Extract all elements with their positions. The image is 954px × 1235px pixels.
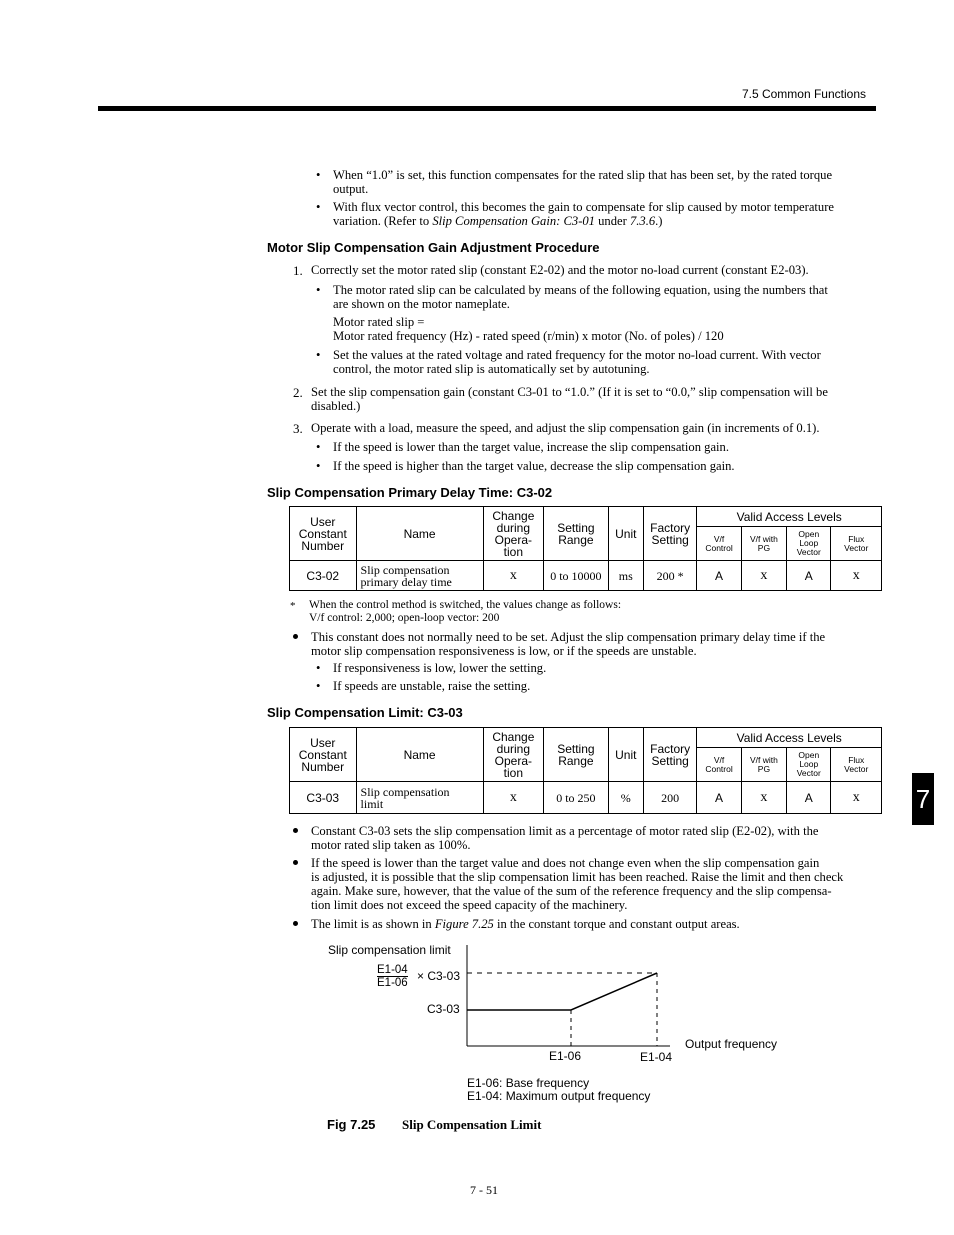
cell-vfpg: x [741, 782, 786, 814]
cell-vf: A [697, 782, 741, 814]
header-vf: V/f Control [697, 527, 741, 561]
page-number: 7 - 51 [470, 1183, 498, 1197]
header-rule [98, 106, 876, 111]
header-flux: Flux Vector [831, 527, 882, 561]
step-1-bullet-1: The motor rated slip can be calculated by means of the following equation, using the numbers that are shown on the motor nameplate. [333, 283, 828, 311]
procedure-heading: Motor Slip Compensation Gain Adjustment Procedure [267, 240, 600, 255]
intro-bullet-2: With flux vector control, this becomes the gain to compensate for slip caused by motor temperature variation. (Refer to Slip Compensation Gain: C3-01 under 7.3.6.) [333, 200, 834, 228]
header-setting-range: Setting Range [544, 728, 609, 782]
cell-range: 0 to 10000 [544, 561, 609, 591]
cell-flux: x [831, 782, 882, 814]
figure-ylabel: Slip compensation limit [328, 943, 451, 957]
footnote: When the control method is switched, the values change as follows: V/f control: 2,000; open-loop vector: 200 [309, 599, 622, 624]
cell-vf: A [697, 561, 741, 591]
cell-flux: x [831, 561, 882, 591]
cell-unit: ms [608, 561, 643, 591]
cell-factory: 200 * [643, 561, 696, 591]
c303-table [289, 727, 882, 814]
c302-sub-2: If speeds are unstable, raise the setting. [333, 679, 531, 693]
cell-name: Slip compensation primary delay time [356, 561, 483, 591]
figure-caption: Slip Compensation Limit [402, 1117, 542, 1132]
figure-plot [460, 945, 670, 1055]
header-flux: Flux Vector [831, 748, 882, 782]
bullet-mark: • [316, 679, 321, 693]
figure-xlabel: Output frequency [685, 1037, 778, 1051]
cell-number: C3-03 [290, 782, 357, 814]
header-name: Name [356, 728, 483, 782]
bullet-mark: • [316, 200, 321, 214]
step-number: 1. [293, 263, 303, 278]
cell-change: x [483, 782, 544, 814]
c302-sub-1: If responsiveness is low, lower the setting. [333, 661, 547, 675]
header-olv: Open Loop Vector [787, 748, 831, 782]
cell-range: 0 to 250 [544, 782, 609, 814]
c303-bullet-2: If the speed is lower than the target value and does not change even when the slip compensation gain is adjusted, it is possible that the slip compensation limit has been reached. Raise the limit and then check again. Make sure, however, that the value of the sum of the reference frequency and the slip compensa- tion limit does not exceed the speed capacity of the machinery. [311, 856, 844, 912]
bullet-mark: • [316, 283, 321, 297]
cell-olv: A [787, 561, 831, 591]
fraction-denominator: E1-06 [377, 977, 408, 989]
figure-x2: E1-04 [640, 1050, 673, 1064]
figure-legend: E1-06: Base frequency E1-04: Maximum output frequency [467, 1076, 651, 1103]
header-valid-access: Valid Access Levels [697, 507, 882, 527]
header-valid-access: Valid Access Levels [697, 728, 882, 748]
header-setting-range: Setting Range [544, 507, 609, 561]
equation: Motor rated slip = Motor rated frequency (Hz) - rated speed (r/min) x motor (No. of poles) / 120 [333, 315, 724, 343]
c302-table [289, 506, 882, 591]
step-1-text: Correctly set the motor rated slip (constant E2-02) and the motor no-load current (constant E2-03). [311, 263, 809, 277]
step-1-bullet-2: Set the values at the rated voltage and rated frequency for the motor no-load current. With vector control, the motor rated slip is automatically set by autotuning. [333, 348, 821, 376]
header-change: Change during Opera- tion [483, 728, 544, 782]
header-factory: Factory Setting [643, 728, 696, 782]
bullet-dot [293, 828, 298, 833]
section-label: 7.5 Common Functions [741, 87, 866, 101]
cell-change: x [483, 561, 544, 591]
step-3-bullet-1: If the speed is lower than the target value, increase the slip compensation gain. [333, 440, 729, 454]
c303-bullet-3: The limit is as shown in Figure 7.25 in the constant torque and constant output areas. [311, 917, 740, 931]
header-vfpg: V/f with PG [741, 748, 786, 782]
bullet-mark: • [316, 168, 321, 182]
c303-bullet-1: Constant C3-03 sets the slip compensation limit as a percentage of motor rated slip (E2-02), with the motor rated slip taken as 100%. [311, 824, 819, 852]
step-3-bullet-2: If the speed is higher than the target value, decrease the slip compensation gain. [333, 459, 735, 473]
header-unit: Unit [608, 507, 643, 561]
cell-factory: 200 [643, 782, 696, 814]
header-change: Change during Opera- tion [483, 507, 544, 561]
cell-unit: % [608, 782, 643, 814]
bullet-mark: • [316, 440, 321, 454]
c303-heading: Slip Compensation Limit: C3-03 [267, 705, 463, 720]
bullet-mark: • [316, 459, 321, 473]
step-3-text: Operate with a load, measure the speed, and adjust the slip compensation gain (in increments of 0.1). [311, 421, 820, 435]
cell-vfpg: x [741, 561, 786, 591]
figure-fraction [377, 964, 408, 989]
bullet-dot [293, 634, 298, 639]
header-factory: Factory Setting [643, 507, 696, 561]
cell-name: Slip compensation limit [356, 782, 483, 814]
c302-bullet: This constant does not normally need to be set. Adjust the slip compensation primary delay time if the motor slip compensation responsiveness is low, or if the speeds are unstable. [311, 630, 826, 658]
figure-low-level: C3-03 [427, 1002, 460, 1016]
header-olv: Open Loop Vector [787, 527, 831, 561]
cell-number: C3-02 [290, 561, 357, 591]
intro-bullet-1: When “1.0” is set, this function compensates for the rated slip that has been set, by the rated torque output. [333, 168, 833, 196]
cell-olv: A [787, 782, 831, 814]
c302-heading: Slip Compensation Primary Delay Time: C3-02 [267, 485, 553, 500]
bullet-mark: • [316, 661, 321, 675]
figure-caption-number: Fig 7.25 [327, 1117, 376, 1132]
bullet-dot [293, 921, 298, 926]
header-unit: Unit [608, 728, 643, 782]
step-number: 2. [293, 385, 303, 400]
limit-curve [467, 973, 657, 1010]
header-user-constant: User Constant Number [290, 507, 357, 561]
bullet-mark: • [316, 348, 321, 362]
bullet-dot [293, 860, 298, 865]
header-name: Name [356, 507, 483, 561]
step-2-text: Set the slip compensation gain (constant C3-01 to “1.0.” (If it is set to “0.0,” slip compensation will be disabled.) [311, 385, 828, 413]
fraction-numerator: E1-04 [377, 964, 408, 976]
header-vfpg: V/f with PG [741, 527, 786, 561]
chapter-tab: 7 [912, 773, 934, 825]
figure-times-label: × C3-03 [417, 969, 461, 983]
header-user-constant: User Constant Number [290, 728, 357, 782]
step-number: 3. [293, 421, 303, 436]
header-vf: V/f Control [697, 748, 741, 782]
footnote-mark: * [290, 600, 296, 612]
figure-x1: E1-06 [549, 1049, 582, 1063]
